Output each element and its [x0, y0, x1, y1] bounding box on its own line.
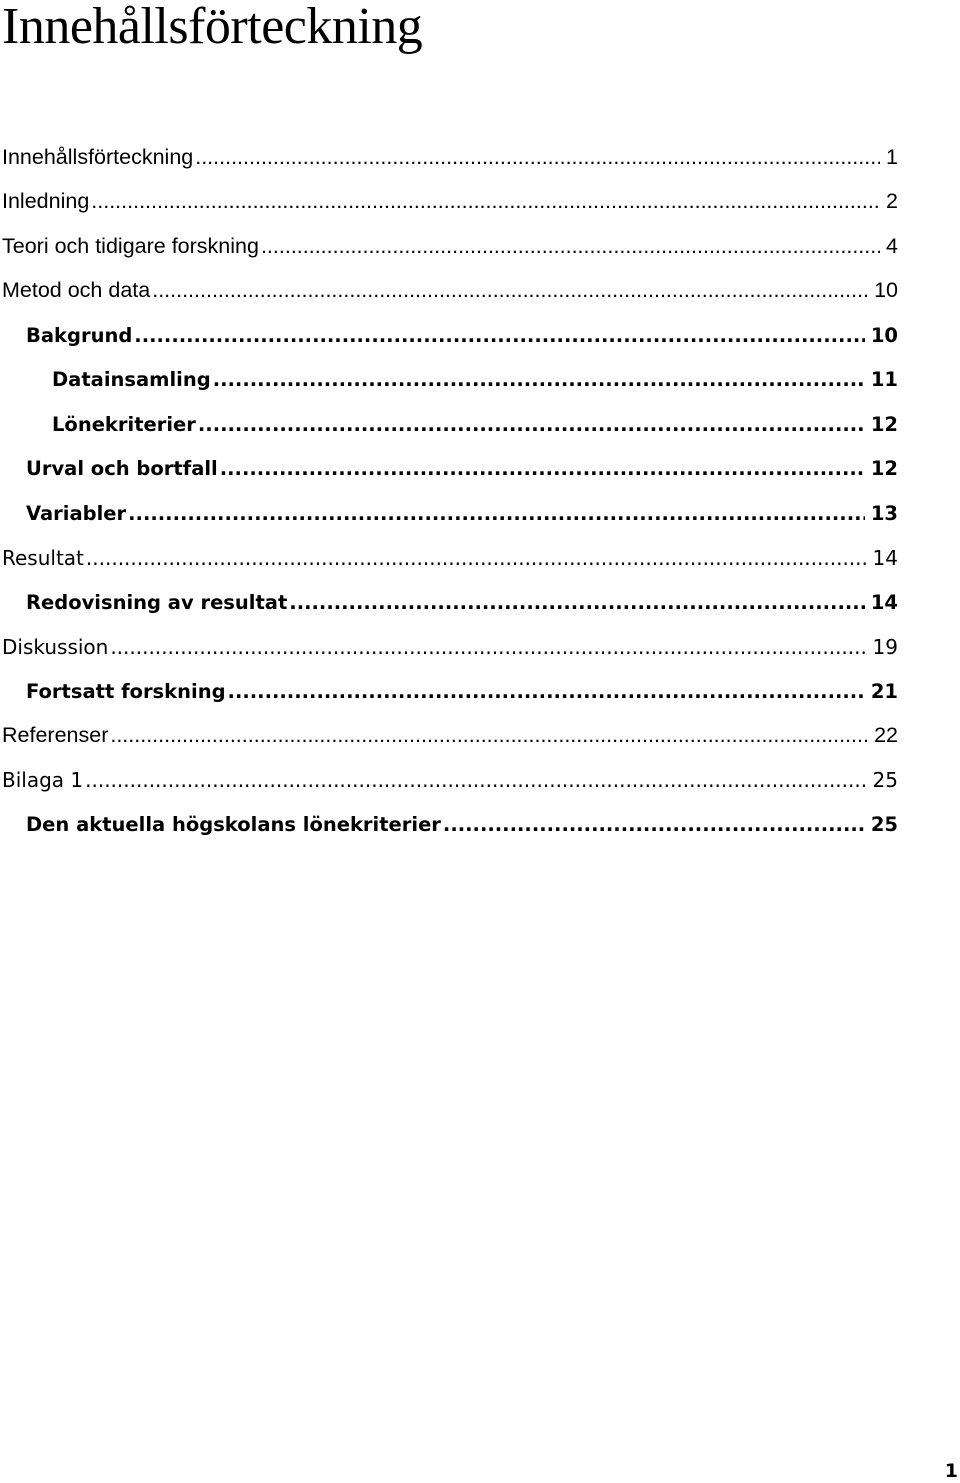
toc-entry-innehallsforteckning[interactable]: [0, 135, 898, 180]
toc-entry-page: 11: [870, 368, 898, 392]
toc-entry-label: Variabler: [26, 501, 127, 525]
toc-dot-leader: [85, 768, 866, 792]
toc-entry-lonekriterier[interactable]: [0, 402, 898, 447]
table-of-contents: [0, 135, 960, 847]
toc-entry-label: Urval och bortfall: [26, 457, 218, 481]
toc-dot-leader: [228, 680, 865, 703]
toc-entry-label: Bilaga 1: [2, 768, 84, 793]
toc-entry-label: Bakgrund: [26, 323, 133, 347]
toc-entry-urval-och-bortfall[interactable]: [0, 447, 898, 492]
toc-entry-page: 14: [870, 590, 898, 614]
toc-dot-leader: [198, 413, 865, 436]
toc-entry-fortsatt-forskning[interactable]: [0, 669, 898, 714]
toc-entry-label: Teori och tidigare forskning: [2, 233, 259, 258]
toc-dot-leader: [261, 234, 880, 259]
toc-entry-label: Referenser: [2, 723, 109, 748]
toc-dot-leader: [110, 635, 866, 659]
toc-entry-label: Diskussion: [2, 634, 109, 659]
toc-entry-diskussion[interactable]: [0, 625, 898, 670]
toc-entry-bilaga-1[interactable]: [0, 758, 898, 803]
toc-entry-label: Lönekriterier: [52, 412, 196, 436]
toc-entry-page: 2: [886, 189, 898, 214]
toc-entry-teori[interactable]: [0, 224, 898, 269]
toc-dot-leader: [110, 723, 868, 748]
toc-entry-label: Inledning: [2, 189, 90, 214]
toc-dot-leader: [152, 278, 868, 303]
page-title: Innehållsförteckning: [2, 0, 423, 55]
page-number: 1: [944, 1460, 958, 1482]
toc-entry-page: 10: [870, 323, 898, 347]
toc-entry-page: 4: [886, 233, 898, 258]
toc-dot-leader: [289, 591, 865, 614]
toc-dot-leader: [220, 457, 865, 480]
toc-dot-leader: [86, 546, 867, 570]
toc-entry-label: Fortsatt forskning: [26, 679, 226, 703]
toc-entry-page: 22: [874, 723, 898, 748]
toc-entry-page: 25: [872, 768, 898, 793]
toc-entry-page: 12: [870, 412, 898, 436]
toc-entry-page: 25: [870, 813, 898, 837]
toc-entry-redovisning-av-resultat[interactable]: [0, 580, 898, 625]
toc-entry-inledning[interactable]: [0, 180, 898, 225]
toc-entry-bakgrund[interactable]: [0, 313, 898, 358]
toc-entry-metod-och-data[interactable]: [0, 269, 898, 314]
toc-dot-leader: [134, 324, 865, 347]
toc-entry-variabler[interactable]: [0, 491, 898, 536]
toc-entry-label: Den aktuella högskolans lönekriterier: [26, 813, 441, 837]
toc-dot-leader: [195, 145, 880, 170]
toc-dot-leader: [213, 368, 865, 391]
toc-entry-page: 12: [870, 457, 898, 481]
toc-dot-leader: [128, 502, 865, 525]
toc-entry-label: Datainsamling: [52, 368, 211, 392]
toc-entry-page: 13: [870, 501, 898, 525]
toc-entry-resultat[interactable]: [0, 536, 898, 581]
toc-dot-leader: [443, 813, 865, 836]
toc-entry-page: 14: [872, 545, 898, 570]
toc-entry-label: Metod och data: [2, 278, 151, 303]
toc-entry-label: Resultat: [2, 545, 84, 570]
toc-entry-datainsamling[interactable]: [0, 358, 898, 403]
toc-entry-page: 21: [870, 679, 898, 703]
toc-entry-page: 10: [874, 278, 898, 303]
toc-entry-lonekriterier-hogskolan[interactable]: [0, 803, 898, 848]
toc-dot-leader: [91, 189, 880, 214]
toc-entry-referenser[interactable]: [0, 714, 898, 759]
toc-entry-label: Redovisning av resultat: [26, 590, 288, 614]
toc-entry-label: Innehållsförteckning: [2, 144, 194, 169]
toc-entry-page: 1: [886, 144, 898, 169]
toc-entry-page: 19: [872, 634, 898, 659]
